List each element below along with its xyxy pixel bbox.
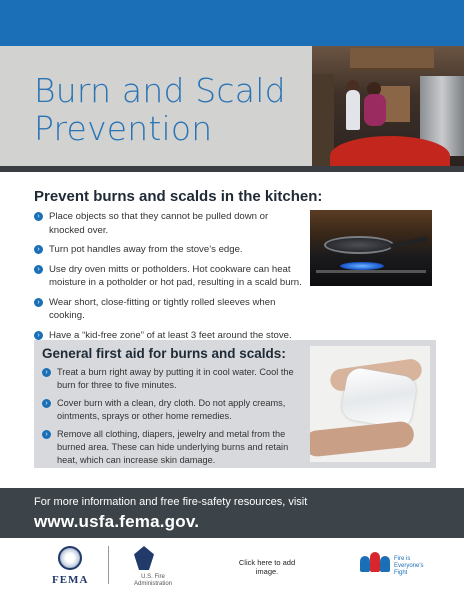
page-title <box>34 72 304 148</box>
chevron-right-circle-icon: › <box>34 212 43 221</box>
stove-pan-photo <box>310 210 432 286</box>
usfa-eagle-icon <box>134 546 154 570</box>
kitchen-section-heading: Prevent burns and scalds in the kitchen: <box>34 188 323 205</box>
top-blue-bar <box>0 0 464 46</box>
list-item: › Wear short, close-fitting or tightly rolled sleeves when cooking. <box>34 296 306 323</box>
add-image-placeholder[interactable]: Click here to add image. <box>238 558 296 576</box>
first-aid-panel <box>34 340 436 468</box>
usfa-logo-text: U.S. Fire Administration <box>133 574 172 587</box>
list-item: › Have a “kid-free zone” of at least 3 feet around the stove. <box>34 329 306 343</box>
chevron-right-circle-icon: › <box>34 265 43 274</box>
footer-bar <box>0 488 464 538</box>
logo-divider <box>108 546 109 584</box>
title-line-2: Prevention <box>34 109 213 148</box>
chevron-right-circle-icon: › <box>42 399 51 408</box>
logo-strip <box>0 538 464 590</box>
first-aid-heading: General first aid for burns and scalds: <box>42 346 286 361</box>
chevron-right-circle-icon: › <box>34 245 43 254</box>
title-line-1: Burn and Scald <box>34 71 286 110</box>
footer-info-text: For more information and free fire-safety resources, visit <box>34 496 308 508</box>
list-item: › Remove all clothing, diapers, jewelry and metal from the burned area. These can hide underlying burns and retain heat, which can increase skin damage. <box>42 428 304 467</box>
list-item: › Use dry oven mitts or potholders. Hot cookware can heat moisture in a potholder or hot pad, resulting in a scald burn. <box>34 263 306 290</box>
chevron-right-circle-icon: › <box>34 331 43 340</box>
fema-logo-text: FEMA <box>52 574 89 586</box>
first-aid-list <box>42 366 304 472</box>
divider-stripe <box>0 166 464 172</box>
bandaged-hand-photo <box>310 346 430 462</box>
kitchen-family-photo <box>312 46 464 166</box>
dhs-seal-icon <box>58 546 82 570</box>
everyone-fight-logo-icon <box>360 552 390 576</box>
kitchen-tips-list <box>34 210 306 348</box>
chevron-right-circle-icon: › <box>42 430 51 439</box>
chevron-right-circle-icon: › <box>42 368 51 377</box>
list-item: › Turn pot handles away from the stove’s edge. <box>34 243 306 257</box>
hero-banner <box>0 46 464 166</box>
everyone-fight-text: Fire is Everyone's Fight <box>394 556 424 576</box>
list-item: › Place objects so that they cannot be pulled down or knocked over. <box>34 210 306 237</box>
usfa-website-link[interactable]: www.usfa.fema.gov. <box>34 512 200 531</box>
chevron-right-circle-icon: › <box>34 298 43 307</box>
list-item: › Cover burn with a clean, dry cloth. Do not apply creams, ointments, sprays or other home remedies. <box>42 397 304 423</box>
list-item: › Treat a burn right away by putting it in cool water. Cool the burn for three to five minutes. <box>42 366 304 392</box>
